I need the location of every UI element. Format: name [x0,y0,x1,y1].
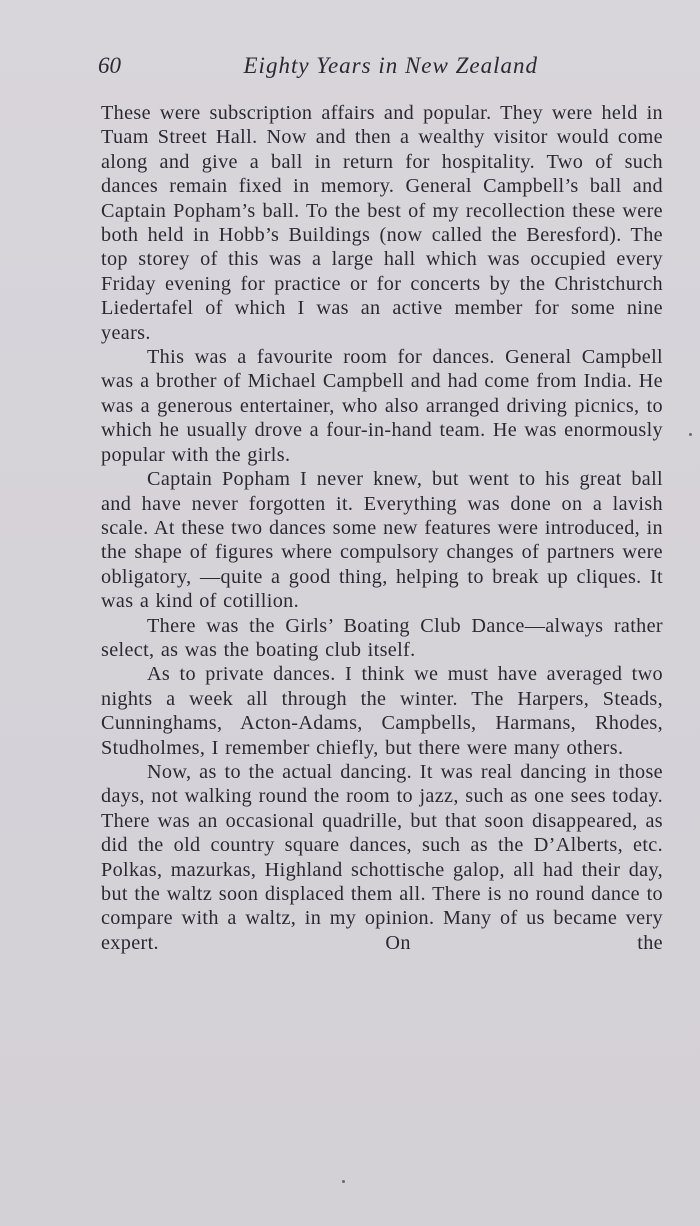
paragraph: As to private dances. I think we must have averaged two nights a week all through the winter. The Harpers, Steads, Cunninghams, Acton-Adams, Campbells, Harmans, Rhodes, Studholmes, I remember chiefly, but there were many others. [101,663,663,759]
page-header [98,50,538,82]
paragraph: Captain Popham I never knew, but went to his great ball and have never forgotten it. Everything was done on a lavish scale. At these two dances some new features were introduced, in the shape of figures where compulsory changes of partners were obligatory, —quite a good thing, helping to break up cliques. It was a kind of cotillion. [101,468,663,613]
paper-speck [342,1180,345,1183]
paragraph: These were subscription affairs and popular. They were held in Tuam Street Hall. Now and then a wealthy visitor would come along and give a ball in return for hospitality. Two of such dances remain fixed in memory. General Campbell’s ball and Captain Popham’s ball. To the best of my recollection these were both held in Hobb’s Buildings (now called the Beresford). The top storey of this was a large hall which was occupied every Friday evening for practice or for concerts by the Christchurch Liedertafel of which I was an active member for some nine years. [101,102,663,344]
page-number: 60 [98,53,121,78]
body-text [101,101,663,955]
paper-speck [689,433,692,436]
paragraph: Now, as to the actual dancing. It was real dancing in those days, not walking round the room to jazz, such as one sees today. There was an occasional quadrille, but that soon disappeared, as did the old country square dances, such as the D’Alberts, etc. Polkas, mazurkas, Highland schottische galop, all had their day, but the waltz soon displaced them all. There is no round dance to compare with a waltz, in my opinion. Many of us became very expert. On the [101,760,663,954]
running-title: Eighty Years in New Zealand [243,53,538,78]
paragraph: This was a favourite room for dances. General Campbell was a brother of Michael Campbell and had come from India. He was a generous entertainer, who also arranged driving picnics, to which he usually drove a four-in-hand team. He was enormously popular with the girls. [101,346,663,466]
paragraph: There was the Girls’ Boating Club Dance—always rather select, as was the boating club itself. [101,614,663,661]
